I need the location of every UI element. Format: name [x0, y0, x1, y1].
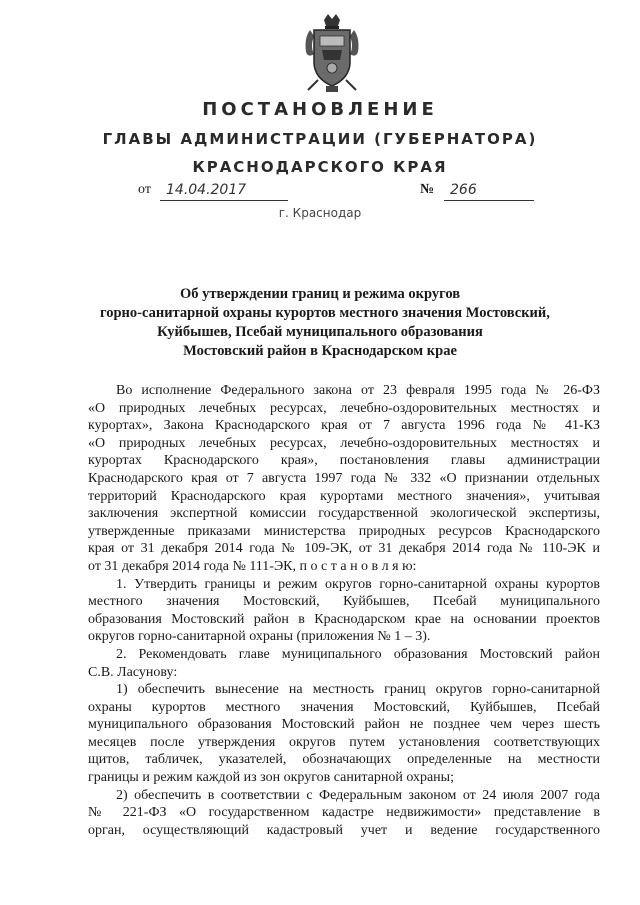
body-line: 2) обеспечить в соответствии с Федеральным законом от 24 июля 2007 года [116, 787, 600, 803]
body-line: от 31 декабря 2014 года № 111-ЭК, п о с т а н о в л я ю: [88, 558, 417, 574]
body-line: границы и режим каждой из зон округов санитарной охраны; [88, 770, 454, 786]
body-line: охраны курортов местного значения Мостовский, Куйбышев, Псебай [88, 699, 600, 715]
issuing-city: г. Краснодар [278, 206, 362, 220]
document-number: 266 [444, 182, 534, 201]
coat-of-arms-icon [300, 14, 364, 94]
body-line: курортах Краснодарского края», постановления главы администрации [88, 453, 600, 469]
body-line: С.В. Ласунову: [88, 664, 178, 680]
number-prefix: № [420, 182, 435, 197]
body-line: «О природных лечебных ресурсах, лечебно-оздоровительных местностях и [88, 400, 600, 416]
body-line: орган, осуществляющий кадастровый учет и ведение государственного [88, 822, 600, 838]
body-line: курортах», Закона Краснодарского края от 7 августа 1996 года № 41-КЗ [88, 418, 600, 434]
title-line: Об утверждении границ и режима округов [179, 286, 461, 302]
body-line: 1) обеспечить вынесение на местность границ округов горно-санитарной [116, 682, 600, 698]
document-body [88, 382, 600, 839]
document-date: 14.04.2017 [160, 182, 288, 201]
body-line: заключения экспертной комиссии государственной экологической экспертизы, [88, 506, 600, 522]
body-line: округов горно-санитарной охраны (приложения № 1 – 3). [88, 629, 431, 645]
title-line: горно-санитарной охраны курортов местного значения Мостовский, [100, 305, 550, 321]
body-line: местного значения Мостовский, Куйбышев, Псебай муниципального [88, 594, 600, 610]
body-line: 1. Утвердить границы и режим округов горно-санитарной охраны курортов [116, 576, 600, 592]
body-line: муниципального образования Мостовский район не позднее чем через шесть [88, 717, 600, 733]
date-prefix: от [138, 182, 151, 197]
body-line: щитов, табличек, указателей, обозначающих определенные на местности [88, 752, 600, 768]
body-line: Краснодарского края от 7 августа 1997 года № 332 «О признании отдельных [88, 470, 600, 486]
body-line: 2. Рекомендовать главе муниципального образования Мостовский район [116, 646, 600, 662]
body-line: № 221-ФЗ «О государственном кадастре недвижимости» представление в [88, 805, 600, 821]
title-line: Куйбышев, Псебай муниципального образования [157, 324, 483, 340]
issuer-heading: ГЛАВЫ АДМИНИСТРАЦИИ (ГУБЕРНАТОРА) [102, 130, 538, 148]
body-line: «О природных лечебных ресурсах, лечебно-оздоровительных местностях и [88, 435, 600, 451]
body-line: утвержденные приказами министерства природных ресурсов Краснодарского [88, 523, 600, 539]
body-line: края от 31 декабря 2014 года № 109-ЭК, от 31 декабря 2014 года № 110-ЭК и [88, 541, 600, 557]
region-heading: КРАСНОДАРСКОГО КРАЯ [192, 158, 448, 176]
body-line: территорий Краснодарского края курортами местного значения», учитывая [88, 488, 600, 504]
title-line: Мостовский район в Краснодарском крае [183, 343, 457, 359]
document-type-heading: ПОСТАНОВЛЕНИЕ [202, 99, 438, 120]
body-line: Во исполнение Федерального закона от 23 февраля 1995 года № 26-ФЗ [116, 383, 600, 398]
body-line: месяцев после утверждения округов путем установления соответствующих [88, 734, 600, 750]
body-line: образования Мостовский район в Краснодарском крае на основании проектов [88, 611, 600, 627]
document-title [100, 285, 550, 361]
